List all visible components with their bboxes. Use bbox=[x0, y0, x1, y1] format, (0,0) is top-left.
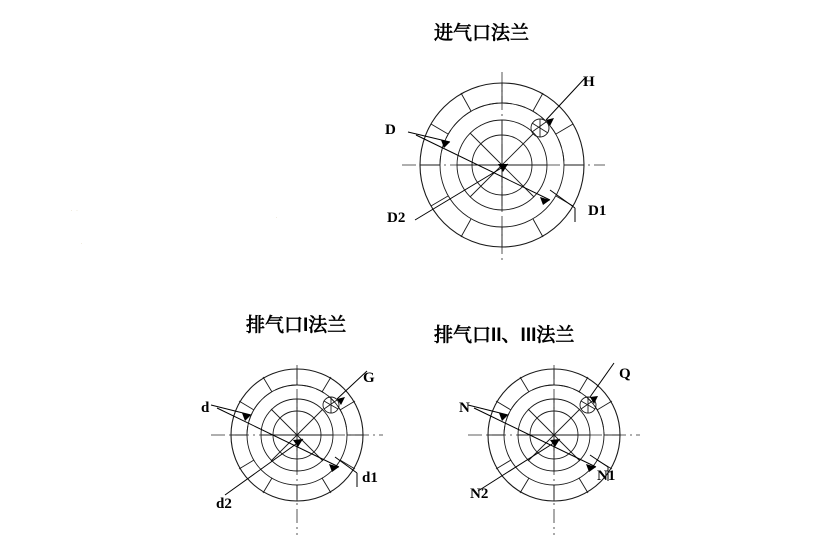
label-d2: d2 bbox=[216, 496, 232, 512]
scan-artifact: · · bbox=[70, 205, 79, 215]
leader-N2 bbox=[478, 439, 560, 491]
label-N1: N1 bbox=[597, 468, 616, 484]
label-D: D bbox=[385, 122, 396, 138]
label-d1: d1 bbox=[362, 470, 378, 486]
flange-outlet-2-3-title: 排气口II、III法兰 bbox=[434, 325, 575, 346]
flange-outlet-1-title: 排气口I法兰 bbox=[246, 315, 347, 336]
label-d: d bbox=[201, 400, 210, 416]
label-G: G bbox=[363, 370, 375, 386]
leader-Q bbox=[590, 363, 614, 404]
leader-N bbox=[468, 405, 508, 421]
label-N2: N2 bbox=[470, 486, 489, 502]
scan-artifact: · bbox=[80, 238, 83, 248]
leader-D1 bbox=[550, 190, 575, 222]
flange-inlet-title: 进气口法兰 bbox=[434, 23, 530, 44]
leader-d1 bbox=[335, 457, 357, 487]
scan-artifact: · bbox=[275, 212, 278, 222]
leader-d bbox=[211, 405, 251, 421]
label-N: N bbox=[459, 400, 470, 416]
label-D2: D2 bbox=[387, 210, 406, 226]
leader-H bbox=[546, 78, 585, 126]
bolt-hole-hatch bbox=[324, 397, 338, 413]
leader-d2 bbox=[225, 439, 303, 495]
label-D1: D1 bbox=[588, 203, 607, 219]
label-H: H bbox=[583, 74, 595, 90]
leader-D bbox=[408, 132, 450, 148]
label-Q: Q bbox=[619, 366, 631, 382]
